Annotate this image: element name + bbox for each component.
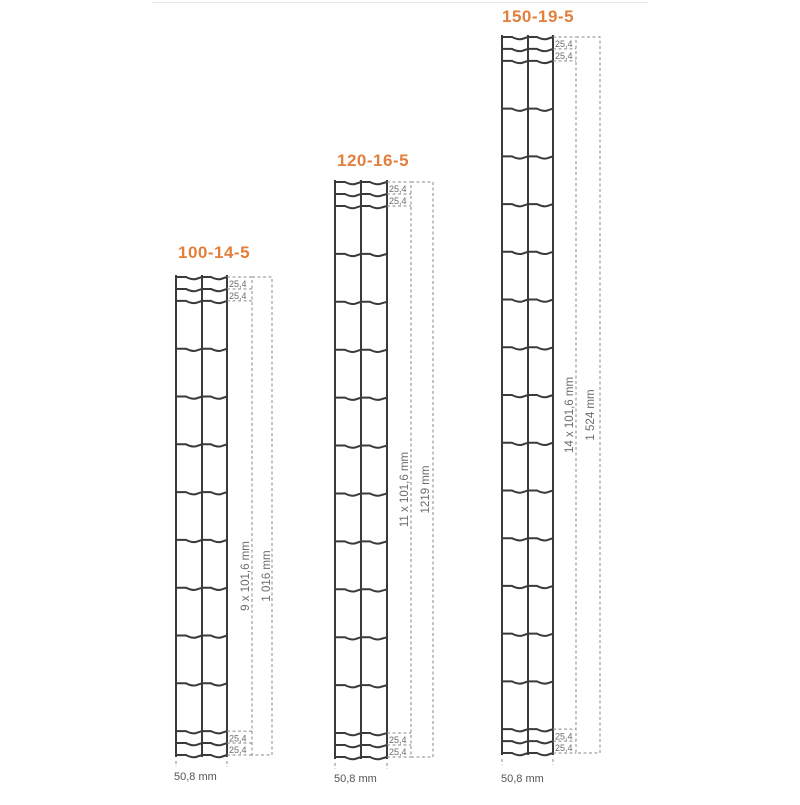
height-dimension-label: 1 016 mm (261, 550, 273, 602)
small-spacing-label: 25,4 (229, 745, 247, 756)
width-dimension-label: 50,8 mm (501, 773, 544, 785)
small-spacing-label: 25,4 (229, 279, 247, 290)
small-spacing-label: 25,4 (389, 747, 407, 758)
panel-title: 150-19-5 (502, 7, 575, 26)
small-spacing-label: 25,4 (555, 743, 573, 754)
width-dimension-label: 50,8 mm (334, 773, 377, 785)
panel-title: 120-16-5 (337, 151, 410, 170)
spacing-dimension-label: 14 x 101,6 mm (564, 376, 576, 454)
small-spacing-label: 25,4 (555, 731, 573, 742)
small-spacing-label: 25,4 (389, 196, 407, 207)
panel-title: 100-14-5 (178, 243, 251, 262)
small-spacing-label: 25,4 (555, 39, 573, 50)
height-dimension-label: 1219 mm (420, 465, 432, 514)
small-spacing-label: 25,4 (229, 733, 247, 744)
width-dimension-label: 50,8 mm (174, 771, 217, 783)
top-border-line (152, 2, 648, 3)
small-spacing-label: 25,4 (555, 51, 573, 62)
spacing-dimension-label: 9 x 101,6 mm (240, 541, 252, 611)
spacing-dimension-label: 11 x 101,6 mm (399, 451, 411, 528)
dimension-box (252, 277, 272, 755)
small-spacing-label: 25,4 (389, 184, 407, 195)
small-spacing-label: 25,4 (229, 291, 247, 302)
small-spacing-label: 25,4 (389, 735, 407, 746)
height-dimension-label: 1 524 mm (585, 389, 597, 441)
